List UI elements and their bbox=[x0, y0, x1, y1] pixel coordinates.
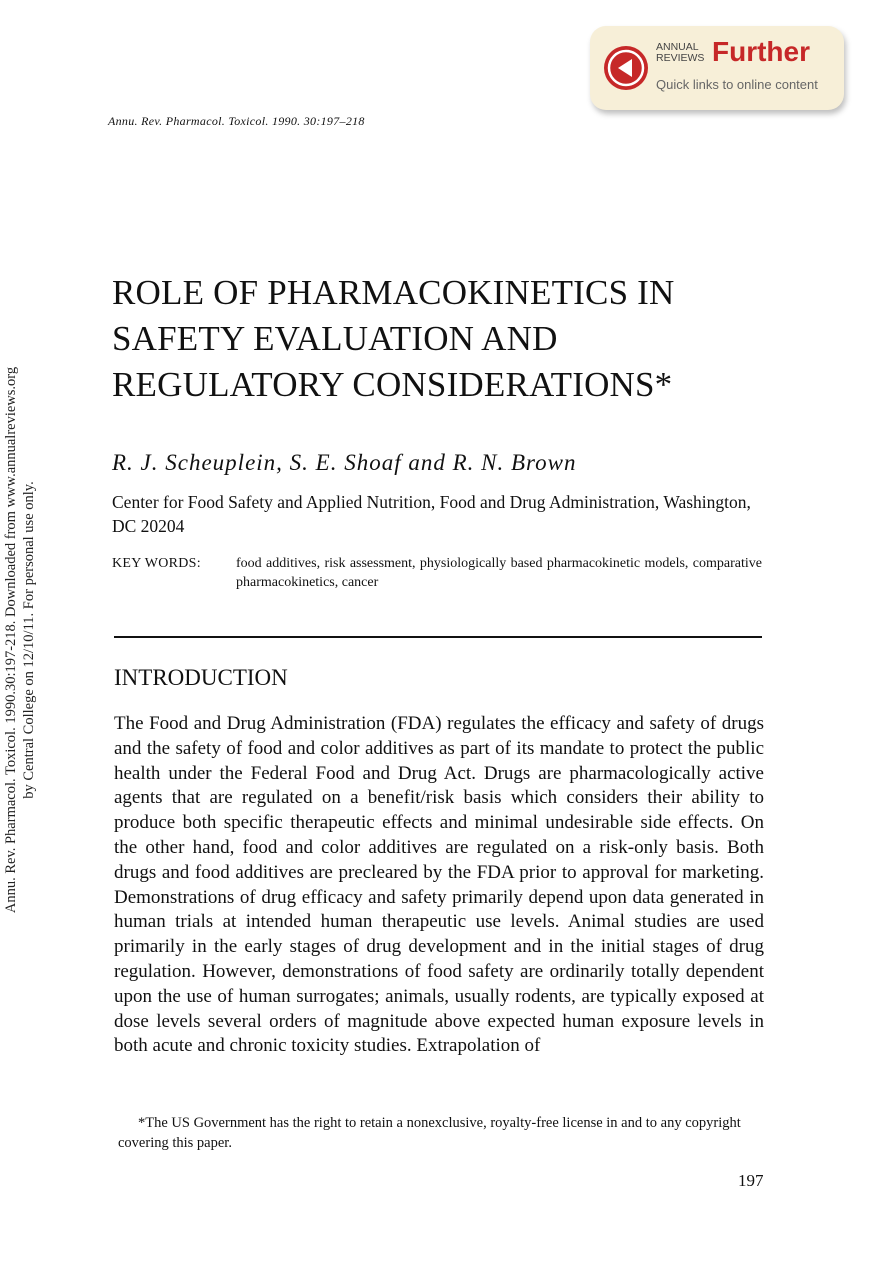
annual-reviews-label: ANNUAL REVIEWS bbox=[656, 41, 705, 64]
article-title: ROLE OF PHARMACOKINETICS IN SAFETY EVALUATION AND REGULATORY CONSIDERATIONS* bbox=[112, 273, 675, 404]
download-notice-line1: Annu. Rev. Pharmacol. Toxicol. 1990.30:197-218. Downloaded from www.annualreviews.org bbox=[3, 366, 19, 914]
section-heading-introduction: INTRODUCTION bbox=[114, 665, 288, 690]
download-notice-line2: by Central College on 12/10/11. For personal use only. bbox=[21, 481, 37, 799]
further-label: Further bbox=[712, 36, 810, 67]
author-affiliation: Center for Food Safety and Applied Nutrition, Food and Drug Administration, Washington, DC 20204 bbox=[112, 492, 751, 536]
keywords-label: KEY WORDS: bbox=[112, 556, 201, 571]
introduction-paragraph: The Food and Drug Administration (FDA) regulates the efficacy and safety of drugs and the safety of food and color additives as part of its mandate to protect the public health under the Federal Food and Drug Act. Drugs are pharmacologically active agents that are regulated on a benefit/risk basis which considers their ability to produce both specific therapeutic effects and minimal undesirable side effects. On the other hand, food and color additives are regulated on a risk-only basis. Both drugs and food additives are precleared by the FDA prior to approval for marketing. Demonstrations of drug efficacy and safety primarily depend upon data generated in human trials at intended human therapeutic use levels. Animal studies are used primarily in the early stages of drug development and in the initial stages of drug regulation. However, demonstrations of food safety are ordinarily totally dependent upon the use of human surrogates; animals, usually rodents, are typically exposed at dose levels several orders of magnitude above expected human exposure levels in both acute and chronic toxicity studies. Extrapolation of bbox=[114, 713, 764, 1057]
download-notice bbox=[2, 320, 48, 960]
quick-links-label: Quick links to online content bbox=[656, 77, 818, 92]
page-number: 197 bbox=[738, 1171, 764, 1190]
article-authors: R. J. Scheuplein, S. E. Shoaf and R. N. Brown bbox=[112, 450, 577, 475]
copyright-footnote: *The US Government has the right to retain a nonexclusive, royalty-free license in and to any copyright covering this paper. bbox=[118, 1115, 741, 1151]
back-arrow-icon bbox=[604, 46, 648, 90]
keywords-list: food additives, risk assessment, physiologically based pharmacokinetic models, comparative pharmacokinetics, cancer bbox=[236, 556, 762, 590]
journal-citation: Annu. Rev. Pharmacol. Toxicol. 1990. 30:197–218 bbox=[108, 114, 365, 128]
annual-reviews-further-badge[interactable] bbox=[590, 26, 844, 110]
section-divider bbox=[114, 636, 762, 638]
